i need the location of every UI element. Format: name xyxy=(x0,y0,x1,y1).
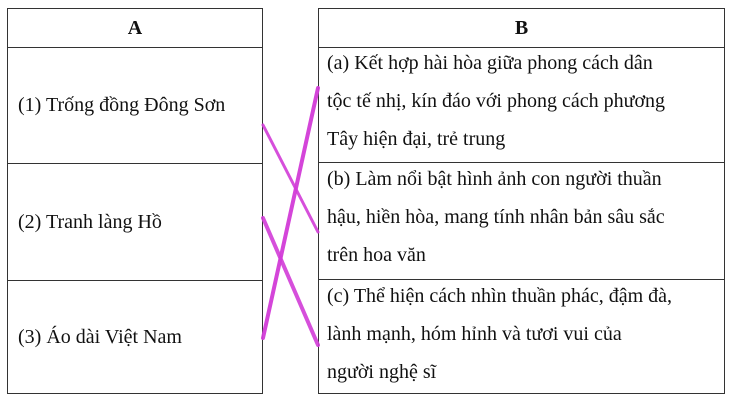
column-b-table xyxy=(318,8,725,394)
option-b-line-2: hậu, hiền hòa, mang tính nhân bản sâu sắc xyxy=(327,206,665,228)
option-a-line-3: Tây hiện đại, trẻ trung xyxy=(327,128,506,150)
connector-2-to-c xyxy=(263,218,318,345)
option-c-line-2: lành mạnh, hóm hỉnh và tươi vui của xyxy=(327,323,622,345)
option-b-cell[interactable] xyxy=(319,164,724,280)
option-c-line-3: người nghệ sĩ xyxy=(327,361,437,383)
column-a-table xyxy=(7,8,263,394)
option-a-cell[interactable] xyxy=(319,48,724,163)
option-c-cell[interactable] xyxy=(319,281,724,393)
item-3-ao-dai[interactable]: (3) Áo dài Việt Nam xyxy=(18,325,182,348)
option-a-line-2: tộc tế nhị, kín đáo với phong cách phương xyxy=(327,90,666,112)
item-1-dong-son-drum[interactable]: (1) Trống đồng Đông Sơn xyxy=(8,48,262,164)
connector-3-to-a xyxy=(263,88,318,338)
column-a-header: A xyxy=(8,9,262,48)
option-b-line-1: (b) Làm nổi bật hình ảnh con người thuần xyxy=(327,168,662,190)
column-b-header: B xyxy=(319,9,724,48)
connector-1-to-b xyxy=(263,125,318,232)
option-a-line-1: (a) Kết hợp hài hòa giữa phong cách dân xyxy=(327,52,653,74)
option-b-line-3: trên hoa văn xyxy=(327,244,426,266)
option-c-line-1: (c) Thể hiện cách nhìn thuần phác, đậm đà, xyxy=(327,285,673,307)
item-2-lang-ho-painting[interactable]: (2) Tranh làng Hồ xyxy=(8,164,262,281)
